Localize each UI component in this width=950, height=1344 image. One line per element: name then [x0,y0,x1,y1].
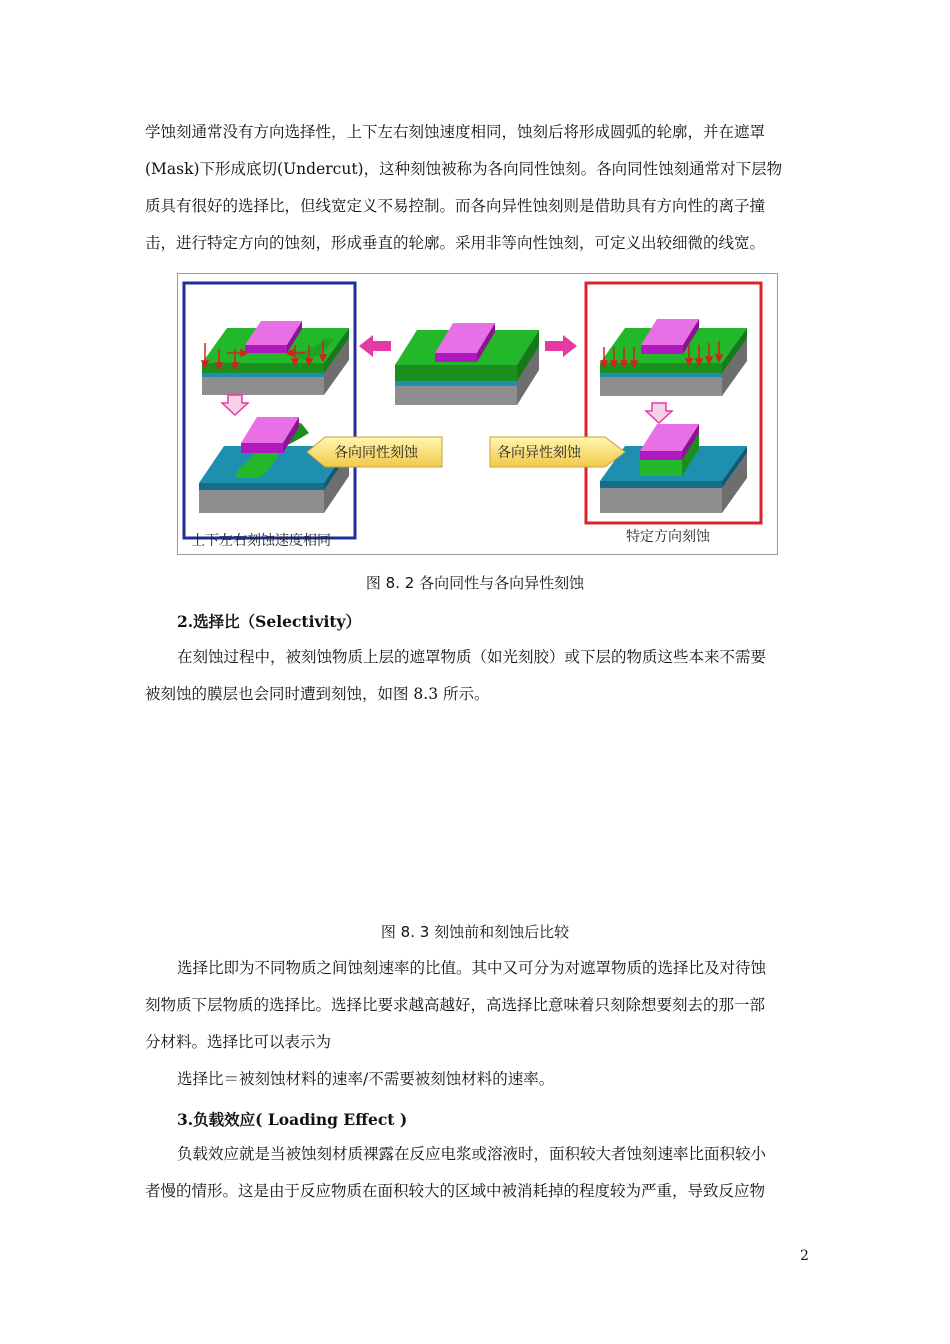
section-2-line: 被刻蚀的膜层也会同时遭到刻蚀，如图 8.3 所示。 [145,685,490,703]
section-3-heading: 3.负载效应( Loading Effect ) [177,1110,408,1129]
section-2-paragraph [145,639,807,713]
intro-line: 学蚀刻通常没有方向选择性，上下左右刻蚀速度相同，蚀刻后将形成圆弧的轮廓，并在遮罩 [145,123,766,141]
selectivity-line: 分材料。选择比可以表示为 [145,1033,332,1051]
section-2-line: 在刻蚀过程中，被刻蚀物质上层的遮罩物质（如光刻胶）或下层的物质这些本来不需要 [177,648,767,666]
anisotropic-label-text: 各向异性刻蚀 [497,445,581,461]
selectivity-line: 选择比即为不同物质之间蚀刻速率的比值。其中又可分为对遮罩物质的选择比及对待蚀 [177,959,767,977]
figure-8-2-caption: 图 8. 2 各向同性与各向异性刻蚀 [365,574,585,592]
intro-paragraph [145,114,807,262]
anisotropic-frame-caption: 特定方向刻蚀 [626,529,710,545]
section-3-paragraph [145,1136,807,1210]
intro-line: 击，进行特定方向的蚀刻，形成垂直的轮廓。采用非等向性蚀刻，可定义出较细微的线宽。 [145,234,766,252]
isotropic-label-text: 各向同性刻蚀 [334,445,418,461]
etching-figure [177,273,778,555]
figure-8-3-caption: 图 8. 3 刻蚀前和刻蚀后比较 [380,923,570,941]
intro-line: 质具有很好的选择比，但线宽定义不易控制。而各向异性蚀刻则是借助具有方向性的离子撞 [145,197,766,215]
section-3-line: 者慢的情形。这是由于反应物质在面积较大的区域中被消耗掉的程度较为严重，导致反应物 [145,1182,766,1200]
selectivity-formula: 选择比＝被刻蚀材料的速率/不需要被刻蚀材料的速率。 [177,1070,555,1088]
section-3-line: 负载效应就是当被蚀刻材质裸露在反应电浆或溶液时，面积较大者蚀刻速率比面积较小 [177,1145,767,1163]
page-number: 2 [800,1248,809,1264]
section-2-heading: 2.选择比（Selectivity） [177,612,362,631]
selectivity-paragraph [145,950,807,1098]
selectivity-line: 刻物质下层物质的选择比。选择比要求越高越好，高选择比意味着只刻除想要刻去的那一部 [145,996,766,1014]
block-original [395,323,539,405]
isotropic-frame-caption: 上下左右刻蚀速度相同 [191,533,331,549]
intro-line: (Mask)下形成底切(Undercut)，这种刻蚀被称为各向同性蚀刻。各向同性蚀刻通常对下层物 [145,160,783,178]
